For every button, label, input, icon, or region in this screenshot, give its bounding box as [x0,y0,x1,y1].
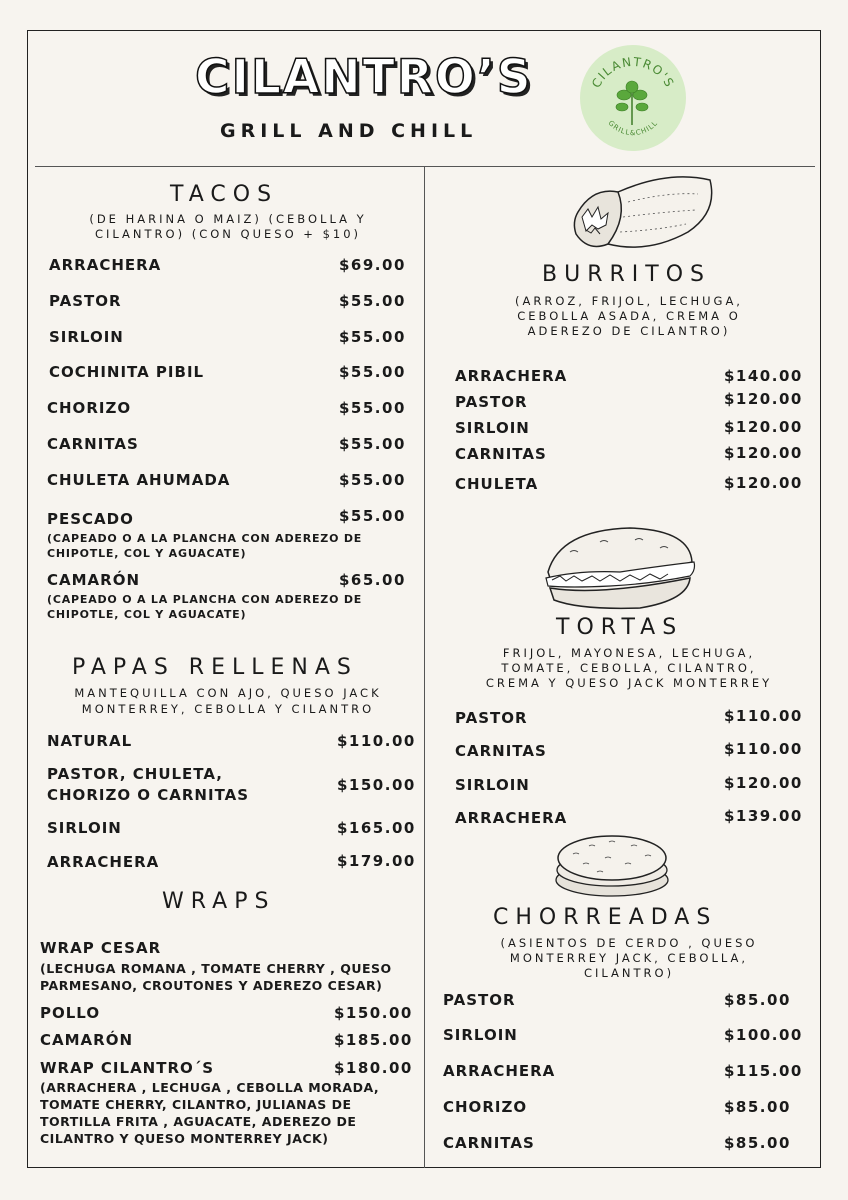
tacos-title: TACOS [170,182,279,207]
tortas-item-price: $139.00 [724,807,803,825]
papas-item-name: PASTOR, CHULETA, [47,765,223,783]
logo-subtext: GRILL&CHILL [606,119,660,138]
tacos-item-price: $55.00 [339,507,406,525]
chorreadas-item-price: $85.00 [724,1134,791,1152]
tacos-item-price: $55.00 [339,399,406,417]
papas-item-price: $110.00 [337,732,416,750]
brand-tagline: GRILL AND CHILL [220,120,478,142]
chorreadas-item-name: ARRACHERA [443,1062,556,1080]
tacos-item-note: CHIPOTLE, COL Y AGUACATE) [47,608,247,621]
burritos-item-name: SIRLOIN [455,419,530,437]
wraps-item-note: (ARRACHERA , LECHUGA , CEBOLLA MORADA, [40,1080,380,1095]
tacos-item-name: CAMARÓN [47,571,141,589]
logo-text: CILANTRO'S [588,54,678,91]
papas-item-price: $150.00 [337,776,416,794]
chorreadas-item-price: $115.00 [724,1062,803,1080]
papas-item-name: CHORIZO O CARNITAS [47,786,250,804]
cilantro-leaf-icon [616,81,648,125]
chorreadas-item-name: PASTOR [443,991,516,1009]
wraps-item-note: (LECHUGA ROMANA , TOMATE CHERRY , QUESO [40,961,392,976]
header-divider [35,166,815,167]
tacos-item-name: SIRLOIN [49,328,124,346]
tacos-item-name: ARRACHERA [49,256,162,274]
papas-subtitle-1: MANTEQUILLA CON AJO, QUESO JACK [74,686,382,700]
wraps-item-name: WRAP CILANTRO´S [40,1059,215,1077]
wraps-item-name: WRAP CESAR [40,939,162,957]
papas-title: PAPAS RELLENAS [72,655,358,680]
burrito-illustration [568,172,718,264]
burritos-item-name: CHULETA [455,475,539,493]
burritos-subtitle-1: (ARROZ, FRIJOL, LECHUGA, [515,294,743,308]
tacos-item-price: $55.00 [339,471,406,489]
chorreadas-item-price: $100.00 [724,1026,803,1044]
tortas-item-name: PASTOR [455,709,528,727]
tacos-item-price: $69.00 [339,256,406,274]
wraps-item-price: $180.00 [334,1059,413,1077]
svg-text:GRILL&CHILL [607,119,660,137]
chorreadas-item-name: CHORIZO [443,1098,528,1116]
burritos-item-price: $140.00 [724,367,803,385]
tacos-item-note: (CAPEADO O A LA PLANCHA CON ADEREZO DE [47,532,363,545]
tacos-item-note: (CAPEADO O A LA PLANCHA CON ADEREZO DE [47,593,363,606]
papas-item-price: $179.00 [337,852,416,870]
tacos-item-price: $55.00 [339,363,406,381]
tortas-item-name: ARRACHERA [455,809,568,827]
chorreadas-item-price: $85.00 [724,991,791,1009]
tacos-subtitle-1: (DE HARINA O MAIZ) (CEBOLLA Y [89,212,367,226]
papas-item-name: SIRLOIN [47,819,122,837]
tortas-subtitle-1: FRIJOL, MAYONESA, LECHUGA, [502,646,756,660]
chorreadas-title: CHORREADAS [493,905,718,930]
burritos-item-price: $120.00 [724,474,803,492]
tacos-item-name: PESCADO [47,510,134,528]
tortas-item-price: $110.00 [724,740,803,758]
burritos-item-name: CARNITAS [455,445,547,463]
tortas-item-name: SIRLOIN [455,776,530,794]
chorreadas-item-price: $85.00 [724,1098,791,1116]
tacos-subtitle-2: CILANTRO) (CON QUESO + $10) [94,227,362,241]
burritos-item-name: ARRACHERA [455,367,568,385]
wraps-item-name: CAMARÓN [40,1031,134,1049]
logo [580,45,686,151]
wraps-item-name: POLLO [40,1004,101,1022]
burritos-title: BURRITOS [542,262,711,287]
burritos-item-price: $120.00 [724,444,803,462]
tacos-item-name: CHULETA AHUMADA [47,471,231,489]
papas-item-name: NATURAL [47,732,133,750]
wraps-title: WRAPS [162,889,276,914]
tacos-item-price: $55.00 [339,328,406,346]
burritos-item-price: $120.00 [724,390,803,408]
tortas-subtitle-2: TOMATE, CEBOLLA, CILANTRO, [501,661,757,675]
tortas-title: TORTAS [556,615,684,640]
papas-item-name: ARRACHERA [47,853,160,871]
tacos-item-price: $55.00 [339,292,406,310]
chorreada-illustration [553,828,671,900]
tortas-item-price: $120.00 [724,774,803,792]
tacos-item-name: COCHINITA PIBIL [49,363,205,381]
burritos-item-name: PASTOR [455,393,528,411]
wraps-item-price: $150.00 [334,1004,413,1022]
wraps-item-price: $185.00 [334,1031,413,1049]
burritos-subtitle-3: ADEREZO DE CILANTRO) [527,324,731,338]
brand-title: CILANTRO’S [195,50,533,105]
torta-illustration [540,522,698,614]
column-divider [424,167,425,1168]
tacos-item-note: CHIPOTLE, COL Y AGUACATE) [47,547,247,560]
burritos-subtitle-2: CEBOLLA ASADA, CREMA O [517,309,741,323]
wraps-item-note: CILANTRO Y QUESO MONTERREY JACK) [40,1131,329,1146]
wraps-item-note: PARMESANO, CROUTONES Y ADEREZO CESAR) [40,978,383,993]
chorreadas-subtitle-2: MONTERREY JACK, CEBOLLA, [509,951,749,965]
tacos-item-name: CHORIZO [47,399,132,417]
tacos-item-price: $55.00 [339,435,406,453]
chorreadas-item-name: SIRLOIN [443,1026,518,1044]
tortas-subtitle-3: CREMA Y QUESO JACK MONTERREY [485,676,773,690]
tacos-item-name: CARNITAS [47,435,139,453]
wraps-item-note: TORTILLA FRITA , AGUACATE, ADEREZO DE [40,1114,357,1129]
papas-item-price: $165.00 [337,819,416,837]
burritos-item-price: $120.00 [724,418,803,436]
wraps-item-note: TOMATE CHERRY, CILANTRO, JULIANAS DE [40,1097,352,1112]
tacos-item-price: $65.00 [339,571,406,589]
tortas-item-price: $110.00 [724,707,803,725]
chorreadas-subtitle-1: (ASIENTOS DE CERDO , QUESO [500,936,758,950]
chorreadas-subtitle-3: CILANTRO) [583,966,675,980]
tortas-item-name: CARNITAS [455,742,547,760]
tacos-item-name: PASTOR [49,292,122,310]
papas-subtitle-2: MONTERREY, CEBOLLA Y CILANTRO [81,702,375,716]
chorreadas-item-name: CARNITAS [443,1134,535,1152]
